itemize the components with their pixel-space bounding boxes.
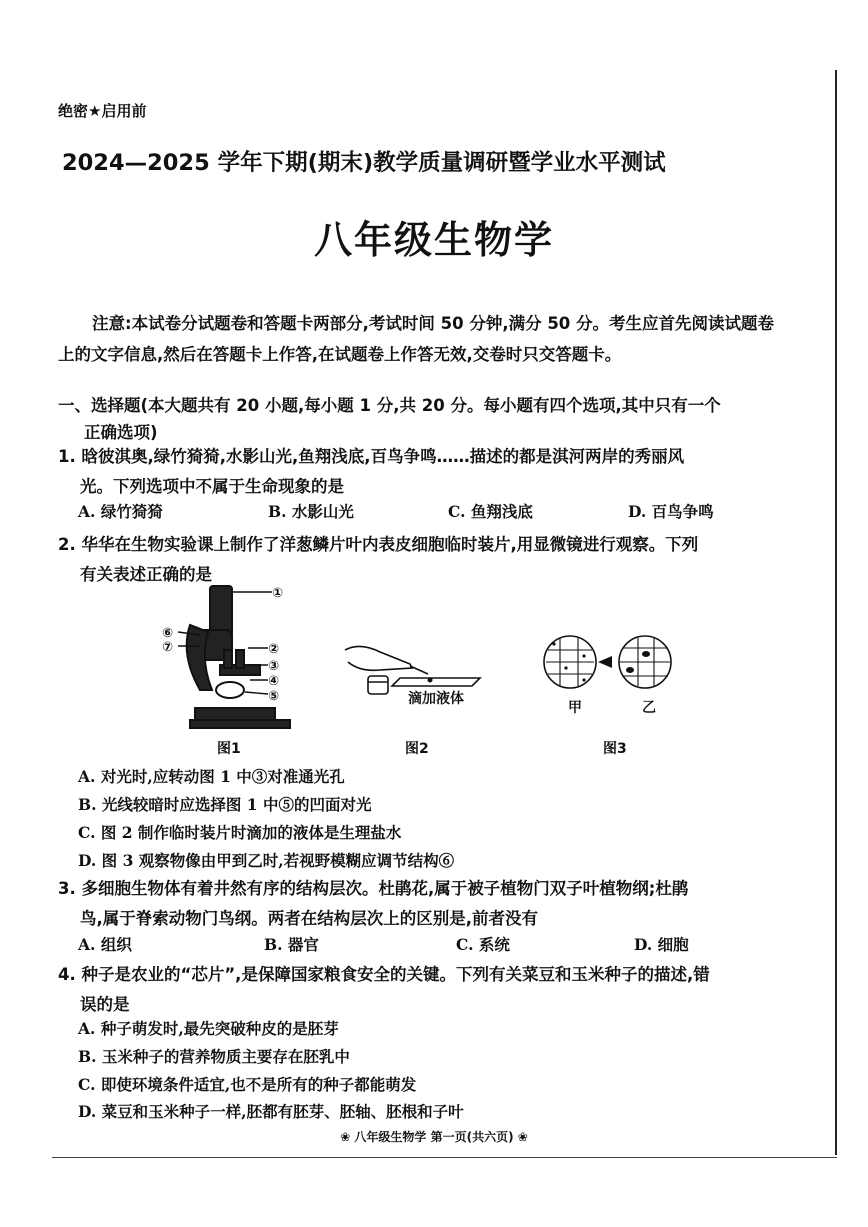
callout-5: ⑤ <box>268 689 280 704</box>
section-heading <box>58 392 780 446</box>
question-3 <box>58 874 788 934</box>
q2-option-c: C. 图 2 制作临时装片时滴加的液体是生理盐水 <box>78 823 402 842</box>
q1-option-a: A. 绿竹猗猗 <box>78 502 163 521</box>
question-1 <box>58 442 788 502</box>
section-heading-line1: 一、选择题(本大题共有 20 小题,每小题 1 分,共 20 分。每小题有四个选项,其中只有一个 <box>58 396 721 415</box>
question-3-options <box>78 933 778 955</box>
q1-option-b: B. 水影山光 <box>268 502 354 521</box>
subject-title: 八年级生物学 <box>313 218 554 262</box>
q1-option-c: C. 鱼翔浅底 <box>448 502 533 521</box>
drip-liquid-label: 滴加液体 <box>408 691 464 707</box>
confidential-mark: 绝密★启用前 <box>58 102 147 120</box>
page-footer: ❀ 八年级生物学 第一页(共六页) ❀ <box>340 1130 528 1144</box>
q3-option-b: B. 器官 <box>264 935 319 954</box>
callout-2: ② <box>268 642 280 657</box>
callout-1: ① <box>272 586 284 601</box>
q4-option-d: D. 菜豆和玉米种子一样,胚都有胚芽、胚轴、胚根和子叶 <box>78 1102 464 1121</box>
figure-3-caption: 图3 <box>603 741 627 757</box>
page-border-bottom <box>52 1157 837 1158</box>
q4-option-a: A. 种子萌发时,最先突破种皮的是胚芽 <box>78 1019 339 1038</box>
q4-option-c: C. 即使环境条件适宜,也不是所有的种子都能萌发 <box>78 1075 417 1094</box>
question-4-stem-line2: 误的是 <box>80 995 130 1014</box>
question-2-stem-line2: 有关表述正确的是 <box>80 565 212 584</box>
q3-option-a: A. 组织 <box>78 935 132 954</box>
question-3-stem-line1: 3. 多细胞生物体有着井然有序的结构层次。杜鹃花,属于被子植物门双子叶植物纲;杜鹃 <box>58 879 689 898</box>
q3-option-c: C. 系统 <box>456 935 510 954</box>
exam-notice: 注意:本试卷分试题卷和答题卡两部分,考试时间 50 分钟,满分 50 分。考生应首先阅读试题卷上的文字信息,然后在答题卡上作答,在试题卷上作答无效,交卷时只交答题卡。 <box>58 314 775 364</box>
q2-option-a: A. 对光时,应转动图 1 中③对准通光孔 <box>78 767 345 786</box>
question-1-options <box>78 500 778 522</box>
q2-option-b: B. 光线较暗时应选择图 1 中⑤的凹面对光 <box>78 795 372 814</box>
q3-option-d: D. 细胞 <box>634 935 689 954</box>
q2-option-d: D. 图 3 观察物像由甲到乙时,若视野模糊应调节结构⑥ <box>78 851 455 870</box>
figure-2-caption: 图2 <box>405 741 429 757</box>
exam-title: 2024—2025 学年下期(期末)教学质量调研暨学业水平测试 <box>62 150 666 176</box>
question-2-stem-line1: 2. 华华在生物实验课上制作了洋葱鳞片叶内表皮细胞临时装片,用显微镜进行观察。下列 <box>58 535 699 554</box>
q4-option-b: B. 玉米种子的营养物质主要存在胚乳中 <box>78 1047 350 1066</box>
figure-1-caption: 图1 <box>217 741 241 757</box>
question-4 <box>58 960 788 1020</box>
callout-7: ⑦ <box>162 640 174 655</box>
question-1-stem-line1: 1. 晗彼淇奥,绿竹猗猗,水影山光,鱼翔浅底,百鸟争鸣……描述的都是淇河两岸的秀丽风 <box>58 447 685 466</box>
question-3-stem-line2: 鸟,属于脊索动物门鸟纲。两者在结构层次上的区别是,前者没有 <box>80 909 539 928</box>
callout-6: ⑥ <box>162 626 174 641</box>
question-4-stem-line1: 4. 种子是农业的“芯片”,是保障国家粮食安全的关键。下列有关菜豆和玉米种子的描述,错 <box>58 965 710 984</box>
section-heading-line2: 正确选项) <box>84 423 158 442</box>
microscope-figure <box>150 580 300 735</box>
microscope-view-figure <box>540 632 680 692</box>
question-1-stem-line2: 光。下列选项中不属于生命现象的是 <box>80 477 344 496</box>
callout-4: ④ <box>268 674 280 689</box>
q1-option-d: D. 百鸟争鸣 <box>628 502 714 521</box>
view-jia-label: 甲 <box>568 700 582 716</box>
view-yi-label: 乙 <box>642 700 656 716</box>
callout-3: ③ <box>268 659 280 674</box>
